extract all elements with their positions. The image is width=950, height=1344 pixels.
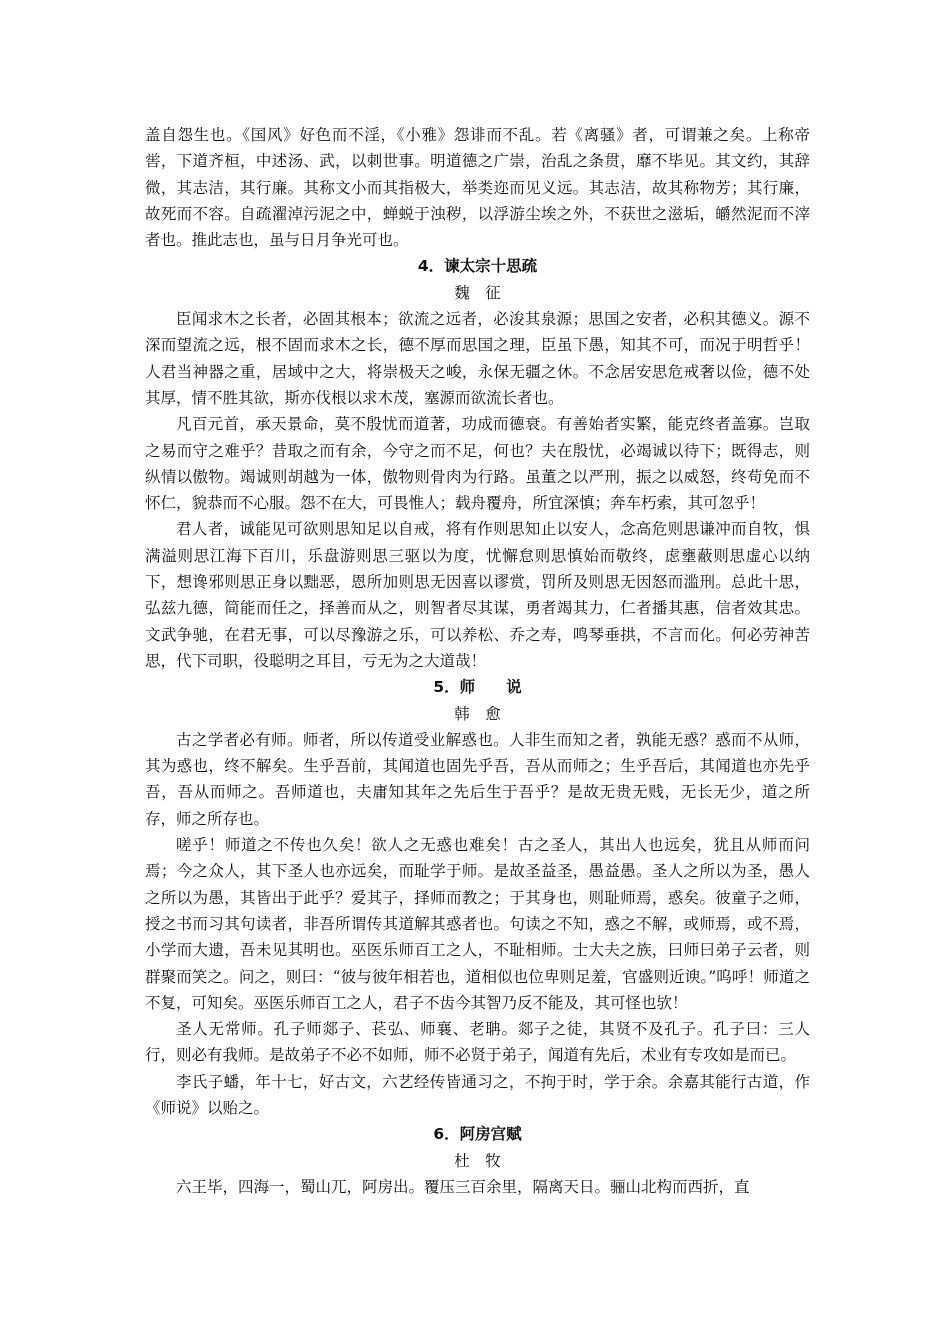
section-author-du-mu: 杜 牧 [454,1151,501,1170]
section-author-han-yu: 韩 愈 [454,704,501,723]
section-title-afang-gong-fu: 6．阿房宫赋 [433,1125,522,1144]
paragraph: 古之学者必有师。师者，所以传道受业解惑也。人非生而知之者，孰能无惑？惑而不从师，其为惑也，终不解矣。生乎吾前，其闻道也固先乎吾，吾从而师之；生乎吾后，其闻道也亦先乎吾，吾从而师之。吾师道也，夫庸知其年之先后生于吾乎？是故无贵无贱，无长无少，道之所存，师之所存也。 [145,730,810,828]
paragraph: 臣闻求木之长者，必固其根本；欲流之远者，必浚其泉源；思国之安者，必积其德义。源不深而望流之远，根不固而求木之长，德不厚而思国之理，臣虽下愚，知其不可，而况于明哲乎！人君当神器之重，居域中之大，将崇极天之峻，永保无疆之休。不念居安思危戒奢以俭，德不处其厚，情不胜其欲，斯亦伐根以求木茂，塞源而欲流长者也。 [145,310,810,407]
paragraph: 六王毕，四海一，蜀山兀，阿房出。覆压三百余里，隔离天日。骊山北构而西折，直 [176,1177,750,1196]
section-author-wei-zheng: 魏 征 [454,283,501,302]
paragraph: 君人者，诚能见可欲则思知足以自戒，将有作则思知止以安人，念高危则思谦冲而自牧，惧满溢则思江海下百川，乐盘游则思三驱以为度，忧懈怠则思慎始而敬终，虑壅蔽则思虚心以纳下，想谗邪则思正身以黜恶，恩所加则思无因喜以谬赏，罚所及则思无因怒而滥刑。总此十思，弘兹九德，简能而任之，择善而从之，则智者尽其谋，勇者竭其力，仁者播其惠，信者效其忠。文武争驰，在君无事，可以尽豫游之乐，可以养松、乔之寿，鸣琴垂拱，不言而化。何必劳神苦思，代下司职，役聪明之耳目，亏无为之大道哉！ [145,520,810,670]
paragraph: 圣人无常师。孔子师郯子、苌弘、师襄、老聃。郯子之徒，其贤不及孔子。孔子曰：三人行，则必有我师。是故弟子不必不如师，师不必贤于弟子，闻道有先后，术业有专攻如是而已。 [145,1020,810,1065]
paragraph: 李氏子蟠，年十七，好古文，六艺经传皆通习之，不拘于时，学于余。余嘉其能行古道，作《师说》以贻之。 [145,1072,810,1117]
paragraph: 凡百元首，承天景命，莫不殷忧而道著，功成而德衰。有善始者实繁，能克终者盖寡。岂取之易而守之难乎？昔取之而有余，今守之而不足，何也？夫在殷忧，必竭诚以待下；既得志，则纵情以傲物。竭诚则胡越为一体，傲物则骨肉为行路。虽董之以严刑，振之以威怒，终苟免而不怀仁，貌恭而不心服。怨不在大，可畏惟人；载舟覆舟，所宜深慎；奔车朽索，其可忽乎！ [145,415,810,513]
paragraph: 嗟乎！师道之不传也久矣！欲人之无惑也难矣！古之圣人，其出人也远矣，犹且从师而问焉；今之众人，其下圣人也亦远矣，而耻学于师。是故圣益圣，愚益愚。圣人之所以为圣，愚人之所以为愚，其皆出于此乎？爱其子，择师而教之；于其身也，则耻师焉，惑矣。彼童子之师，授之书而习其句读者，非吾所谓传其道解其惑者也。句读之不知，惑之不解，或师焉，或不焉，小学而大遗，吾未见其明也。巫医乐师百工之人，不耻相师。士大夫之族，曰师曰弟子云者，则群聚而笑之。问之，则曰：“彼与彼年相若也，道相似也位卑则足羞，官盛则近谀。”呜呼！师道之不复，可知矣。巫医乐师百工之人，君子不齿今其智乃反不能及，其可怪也欤！ [145,836,810,1012]
intro-paragraph: 盖自怨生也。《国风》好色而不淫，《小雅》怨诽而不乱。若《离骚》者，可谓兼之矣。上称帝喾，下道齐桓，中述汤、武，以刺世事。明道德之广崇，治乱之条贯，靡不毕见。其文约，其辞微，其志洁，其行廉。其称文小而其指极大，举类迩而见义远。其志洁，故其称物芳；其行廉，故死而不容。自疏濯淖污泥之中，蝉蜕于浊秽，以浮游尘埃之外，不获世之滋垢，皭然泥而不滓者也。推此志也，虽与日月争光可也。 [145,126,810,250]
section-title-shi-shuo: 5．师 说 [433,678,522,697]
document-page [145,122,810,1200]
section-title-jian-taizong: 4．谏太宗十思疏 [417,257,538,276]
